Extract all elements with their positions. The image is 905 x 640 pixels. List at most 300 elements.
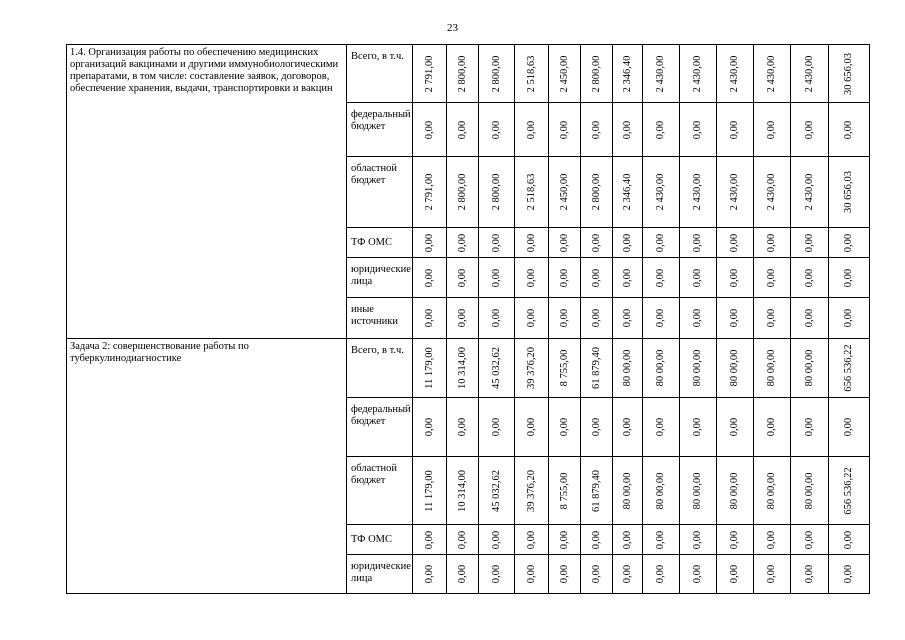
value-cell <box>643 457 680 525</box>
value-text: 45 032,62 <box>490 469 502 512</box>
value-text: 45 032,62 <box>490 347 502 389</box>
value-cell <box>549 525 581 555</box>
value-text: 0,00 <box>590 268 602 287</box>
value-text: 0,00 <box>590 308 602 328</box>
value-cell <box>447 298 479 339</box>
value-text: 0,00 <box>423 120 435 139</box>
value-text: 0,00 <box>692 564 703 584</box>
value-text: 0,00 <box>803 417 815 437</box>
value-text: 0,00 <box>558 233 570 252</box>
value-cell <box>413 45 447 103</box>
value-cell <box>549 45 581 103</box>
value-cell <box>613 525 643 555</box>
value-cell <box>581 228 613 258</box>
value-cell <box>643 398 680 457</box>
value-cell <box>680 339 717 398</box>
value-cell <box>479 157 515 228</box>
value-cell <box>549 258 581 298</box>
value-text: 0,00 <box>621 530 633 549</box>
value-text: 2 791,00 <box>423 55 435 92</box>
funding-source: Всего, в т.ч. <box>347 45 413 103</box>
value-cell <box>413 157 447 228</box>
value-cell <box>515 525 549 555</box>
value-text: 0,00 <box>729 233 740 252</box>
value-cell <box>717 45 754 103</box>
value-text: 0,00 <box>843 564 854 584</box>
value-text: 0,00 <box>655 530 666 549</box>
funding-source: федеральный бюджет <box>347 398 413 457</box>
value-text: 0,00 <box>423 564 435 584</box>
value-cell <box>413 298 447 339</box>
value-cell <box>447 45 479 103</box>
value-cell <box>447 398 479 457</box>
value-text: 2 430,00 <box>692 55 703 92</box>
value-text: 0,00 <box>423 268 435 287</box>
value-cell <box>791 228 829 258</box>
value-text: 2 518,63 <box>525 55 537 92</box>
value-cell <box>515 298 549 339</box>
value-cell <box>717 228 754 258</box>
value-cell <box>413 103 447 157</box>
value-text: 39 376,20 <box>525 469 537 512</box>
value-text: 0,00 <box>729 417 740 437</box>
value-text: 0,00 <box>423 308 435 328</box>
value-text: 2 450,00 <box>558 55 570 92</box>
value-cell <box>791 258 829 298</box>
value-cell <box>413 525 447 555</box>
value-text: 80 00,00 <box>803 472 815 509</box>
total-cell <box>829 457 870 525</box>
value-cell <box>413 228 447 258</box>
value-cell <box>413 339 447 398</box>
value-text: 0,00 <box>692 530 703 549</box>
value-text: 0,00 <box>525 530 537 549</box>
value-cell <box>413 258 447 298</box>
value-text: 0,00 <box>558 530 570 549</box>
value-cell <box>754 258 791 298</box>
value-cell <box>643 258 680 298</box>
value-text: 0,00 <box>843 233 854 252</box>
funding-source: юридические лица <box>347 258 413 298</box>
value-cell <box>447 103 479 157</box>
value-cell <box>680 103 717 157</box>
value-cell <box>791 298 829 339</box>
value-cell <box>717 525 754 555</box>
value-text: 2 800,00 <box>590 173 602 211</box>
value-text: 0,00 <box>590 564 602 584</box>
total-cell <box>829 298 870 339</box>
value-cell <box>613 45 643 103</box>
value-cell <box>680 457 717 525</box>
value-cell <box>479 398 515 457</box>
value-text: 0,00 <box>655 564 666 584</box>
value-text: 0,00 <box>525 268 537 287</box>
value-text: 2 800,00 <box>456 173 468 211</box>
total-cell <box>829 228 870 258</box>
value-cell <box>479 298 515 339</box>
value-text: 0,00 <box>766 268 777 287</box>
value-text: 0,00 <box>558 268 570 287</box>
value-cell <box>413 398 447 457</box>
value-cell <box>680 258 717 298</box>
value-cell <box>447 525 479 555</box>
value-cell <box>791 525 829 555</box>
value-text: 80 00,00 <box>621 472 633 509</box>
total-cell <box>829 398 870 457</box>
value-cell <box>447 258 479 298</box>
value-text: 0,00 <box>843 308 854 328</box>
value-cell <box>754 457 791 525</box>
value-text: 11 179,00 <box>423 469 435 512</box>
value-cell <box>581 103 613 157</box>
value-cell <box>791 339 829 398</box>
value-text: 2 450,00 <box>558 173 570 211</box>
value-cell <box>515 45 549 103</box>
value-text: 2 430,00 <box>729 173 740 211</box>
value-text: 0,00 <box>558 308 570 328</box>
value-text: 0,00 <box>692 417 703 437</box>
total-cell <box>829 157 870 228</box>
value-cell <box>791 457 829 525</box>
value-cell <box>447 228 479 258</box>
value-cell <box>791 103 829 157</box>
value-text: 80 00,00 <box>692 472 703 509</box>
funding-source: ТФ ОМС <box>347 228 413 258</box>
value-cell <box>643 525 680 555</box>
value-text: 0,00 <box>621 564 633 584</box>
value-cell <box>581 298 613 339</box>
value-cell <box>549 157 581 228</box>
value-text: 0,00 <box>729 308 740 328</box>
value-text: 10 314,00 <box>456 347 468 389</box>
value-cell <box>515 398 549 457</box>
funding-source: Всего, в т.ч. <box>347 339 413 398</box>
total-cell <box>829 103 870 157</box>
value-cell <box>717 298 754 339</box>
value-cell <box>479 555 515 594</box>
value-cell <box>680 157 717 228</box>
value-cell <box>791 157 829 228</box>
value-text: 0,00 <box>456 268 468 287</box>
value-text: 0,00 <box>456 564 468 584</box>
value-cell <box>643 45 680 103</box>
value-text: 0,00 <box>843 120 854 139</box>
value-cell <box>754 525 791 555</box>
value-text: 0,00 <box>621 268 633 287</box>
value-cell <box>613 398 643 457</box>
value-text: 30 656,03 <box>843 171 854 213</box>
value-text: 0,00 <box>423 417 435 437</box>
value-cell <box>581 157 613 228</box>
value-text: 0,00 <box>525 233 537 252</box>
value-text: 0,00 <box>490 268 502 287</box>
value-text: 0,00 <box>766 417 777 437</box>
value-text: 0,00 <box>692 308 703 328</box>
value-cell <box>413 457 447 525</box>
value-text: 80 00,00 <box>655 472 666 509</box>
value-text: 0,00 <box>766 530 777 549</box>
value-cell <box>549 555 581 594</box>
value-cell <box>581 398 613 457</box>
value-text: 0,00 <box>621 308 633 328</box>
funding-source: областной бюджет <box>347 457 413 525</box>
value-text: 0,00 <box>621 417 633 437</box>
value-text: 0,00 <box>423 530 435 549</box>
value-text: 2 430,00 <box>729 55 740 92</box>
value-text: 0,00 <box>729 564 740 584</box>
value-text: 2 430,00 <box>766 55 777 92</box>
value-text: 0,00 <box>490 417 502 437</box>
value-text: 0,00 <box>558 564 570 584</box>
value-text: 0,00 <box>655 417 666 437</box>
value-text: 0,00 <box>803 564 815 584</box>
value-text: 0,00 <box>558 120 570 139</box>
value-text: 0,00 <box>490 530 502 549</box>
value-cell <box>613 555 643 594</box>
value-text: 80 00,00 <box>655 349 666 387</box>
value-text: 0,00 <box>456 233 468 252</box>
value-text: 80 00,00 <box>729 472 740 509</box>
value-text: 0,00 <box>692 268 703 287</box>
value-cell <box>515 555 549 594</box>
value-cell <box>680 555 717 594</box>
value-cell <box>717 103 754 157</box>
value-text: 0,00 <box>766 233 777 252</box>
value-text: 0,00 <box>655 120 666 139</box>
value-text: 80 00,00 <box>766 349 777 387</box>
value-cell <box>515 339 549 398</box>
value-cell <box>479 457 515 525</box>
value-text: 61 879,40 <box>590 347 602 389</box>
value-cell <box>680 525 717 555</box>
value-cell <box>613 298 643 339</box>
value-cell <box>643 103 680 157</box>
value-cell <box>717 555 754 594</box>
value-text: 0,00 <box>490 308 502 328</box>
value-cell <box>613 457 643 525</box>
value-text: 2 518,63 <box>525 173 537 211</box>
funding-source: областной бюджет <box>347 157 413 228</box>
value-cell <box>754 45 791 103</box>
value-cell <box>515 157 549 228</box>
value-text: 2 430,00 <box>655 173 666 211</box>
funding-source: ТФ ОМС <box>347 525 413 555</box>
value-text: 39 376,20 <box>525 347 537 389</box>
total-cell <box>829 339 870 398</box>
value-text: 2 346,40 <box>621 55 633 92</box>
value-cell <box>479 339 515 398</box>
value-text: 0,00 <box>803 233 815 252</box>
table-row <box>67 45 870 103</box>
value-cell <box>754 228 791 258</box>
value-cell <box>754 555 791 594</box>
value-text: 8 755,00 <box>558 349 570 387</box>
funding-source: юридические лица <box>347 555 413 594</box>
value-text: 2 430,00 <box>803 55 815 92</box>
value-cell <box>717 339 754 398</box>
value-text: 0,00 <box>655 233 666 252</box>
value-cell <box>613 103 643 157</box>
value-cell <box>413 555 447 594</box>
value-text: 0,00 <box>490 233 502 252</box>
value-cell <box>549 339 581 398</box>
value-cell <box>447 457 479 525</box>
value-cell <box>479 525 515 555</box>
value-cell <box>791 398 829 457</box>
total-cell <box>829 45 870 103</box>
value-cell <box>754 298 791 339</box>
value-text: 2 430,00 <box>655 55 666 92</box>
value-cell <box>549 228 581 258</box>
value-text: 0,00 <box>843 268 854 287</box>
value-text: 0,00 <box>525 308 537 328</box>
value-text: 0,00 <box>803 120 815 139</box>
value-text: 0,00 <box>803 308 815 328</box>
value-text: 0,00 <box>843 530 854 549</box>
value-cell <box>515 457 549 525</box>
value-text: 0,00 <box>655 308 666 328</box>
value-text: 2 800,00 <box>490 173 502 211</box>
value-cell <box>479 228 515 258</box>
value-text: 0,00 <box>766 564 777 584</box>
value-cell <box>643 298 680 339</box>
value-cell <box>613 339 643 398</box>
value-cell <box>515 228 549 258</box>
value-cell <box>791 45 829 103</box>
value-text: 0,00 <box>729 268 740 287</box>
value-cell <box>754 157 791 228</box>
value-text: 0,00 <box>456 308 468 328</box>
value-cell <box>717 398 754 457</box>
value-text: 0,00 <box>558 417 570 437</box>
value-cell <box>447 157 479 228</box>
value-text: 0,00 <box>729 530 740 549</box>
value-text: 30 656,03 <box>843 52 854 95</box>
value-cell <box>479 45 515 103</box>
page-number: 23 <box>447 22 458 34</box>
value-cell <box>613 228 643 258</box>
value-cell <box>515 103 549 157</box>
value-cell <box>643 339 680 398</box>
value-text: 2 346,40 <box>621 173 633 211</box>
value-text: 80 00,00 <box>692 349 703 387</box>
value-text: 2 430,00 <box>692 173 703 211</box>
value-text: 0,00 <box>692 120 703 139</box>
value-cell <box>549 457 581 525</box>
value-text: 2 791,00 <box>423 173 435 211</box>
value-cell <box>680 45 717 103</box>
value-text: 0,00 <box>766 308 777 328</box>
value-cell <box>643 228 680 258</box>
value-cell <box>581 525 613 555</box>
funding-source: иные источники <box>347 298 413 339</box>
value-cell <box>549 298 581 339</box>
funding-source: федеральный бюджет <box>347 103 413 157</box>
value-cell <box>717 157 754 228</box>
value-text: 80 00,00 <box>729 349 740 387</box>
section-title: 1.4. Организация работы по обеспечению медицинских организаций вакцинами и другими иммунобиологическими препаратами, в том числе: составление заявок, договоров, обеспечение хранения, выдачи, транспортировки и вакцин <box>67 45 347 339</box>
value-text: 2 800,00 <box>490 55 502 92</box>
value-cell <box>754 398 791 457</box>
value-cell <box>643 555 680 594</box>
value-text: 0,00 <box>525 417 537 437</box>
value-text: 2 430,00 <box>803 173 815 211</box>
value-cell <box>680 398 717 457</box>
value-text: 0,00 <box>423 233 435 252</box>
total-cell <box>829 258 870 298</box>
value-text: 0,00 <box>590 530 602 549</box>
value-text: 0,00 <box>456 530 468 549</box>
value-text: 0,00 <box>456 417 468 437</box>
value-text: 80 00,00 <box>621 349 633 387</box>
value-cell <box>791 555 829 594</box>
value-cell <box>754 339 791 398</box>
value-text: 0,00 <box>803 268 815 287</box>
value-text: 0,00 <box>590 233 602 252</box>
value-text: 61 879,40 <box>590 469 602 512</box>
value-text: 0,00 <box>525 120 537 139</box>
value-text: 0,00 <box>766 120 777 139</box>
value-text: 80 00,00 <box>766 472 777 509</box>
value-cell <box>479 103 515 157</box>
value-cell <box>680 298 717 339</box>
value-cell <box>717 457 754 525</box>
value-text: 0,00 <box>621 120 633 139</box>
value-cell <box>581 45 613 103</box>
value-text: 0,00 <box>621 233 633 252</box>
value-text: 0,00 <box>456 120 468 139</box>
value-text: 2 800,00 <box>456 55 468 92</box>
value-text: 0,00 <box>803 530 815 549</box>
value-text: 0,00 <box>729 120 740 139</box>
value-cell <box>754 103 791 157</box>
value-cell <box>581 555 613 594</box>
value-cell <box>643 157 680 228</box>
value-text: 8 755,00 <box>558 472 570 509</box>
value-cell <box>613 258 643 298</box>
value-text: 656 536,22 <box>843 466 854 515</box>
value-cell <box>581 457 613 525</box>
value-cell <box>479 258 515 298</box>
value-cell <box>549 103 581 157</box>
value-cell <box>581 258 613 298</box>
value-text: 10 314,00 <box>456 469 468 512</box>
value-text: 2 800,00 <box>590 55 602 92</box>
value-cell <box>515 258 549 298</box>
value-text: 80 00,00 <box>803 349 815 387</box>
value-text: 0,00 <box>843 417 854 437</box>
total-cell <box>829 525 870 555</box>
funding-table <box>66 44 870 594</box>
value-text: 0,00 <box>525 564 537 584</box>
value-cell <box>549 398 581 457</box>
value-cell <box>581 339 613 398</box>
value-text: 0,00 <box>490 120 502 139</box>
value-text: 0,00 <box>655 268 666 287</box>
value-text: 0,00 <box>590 120 602 139</box>
value-text: 656 536,22 <box>843 344 854 392</box>
value-text: 2 430,00 <box>766 173 777 211</box>
value-text: 0,00 <box>490 564 502 584</box>
value-cell <box>447 339 479 398</box>
total-cell <box>829 555 870 594</box>
value-text: 11 179,00 <box>423 347 435 389</box>
value-cell <box>447 555 479 594</box>
value-cell <box>680 228 717 258</box>
value-text: 0,00 <box>692 233 703 252</box>
value-text: 0,00 <box>590 417 602 437</box>
value-cell <box>717 258 754 298</box>
